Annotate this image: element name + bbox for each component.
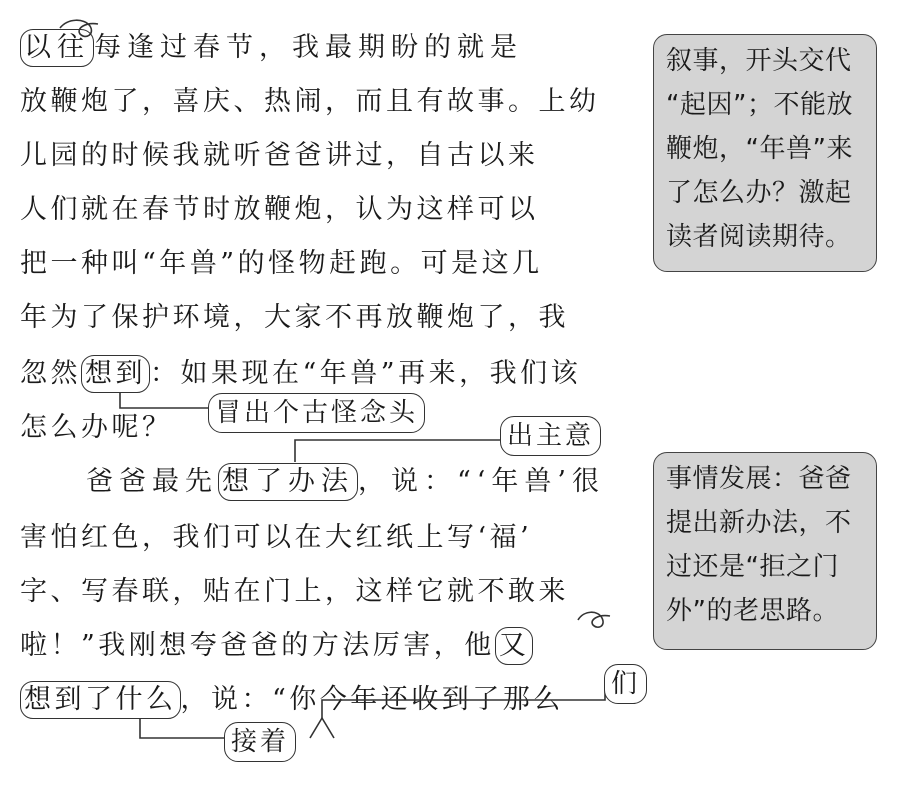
- delete-loop-mark-2: [578, 612, 610, 627]
- passage-text: 年为了保护环境，大家不再放鞭炮了，我: [20, 302, 569, 333]
- note-line: 过还是“拒之门: [666, 552, 839, 582]
- passage-text: 啦！”我刚想夸爸爸的方法厉害，他: [20, 630, 495, 661]
- circled-word: 以往: [20, 29, 94, 67]
- passage-text: 儿园的时候我就听爸爸讲过，自古以来: [20, 140, 539, 171]
- passage-text: ：如果现在“年兽”再来，我们该: [150, 358, 582, 389]
- passage-text: 放鞭炮了，喜庆、热闹，而且有故事。上幼: [20, 86, 600, 117]
- note-line: “起因”；不能放: [666, 90, 853, 120]
- leader-line-2: [295, 440, 502, 462]
- leader-line-1: [120, 392, 212, 408]
- circled-word: 想到了什么: [20, 681, 181, 719]
- note-line: 提出新办法，不: [666, 508, 852, 538]
- correction-men: 们: [604, 664, 647, 704]
- margin-note-development: [653, 452, 877, 650]
- margin-note-opening: [653, 34, 877, 272]
- note-line: 外”的老思路。: [666, 596, 839, 626]
- passage-text: 把一种叫“年兽”的怪物赶跑。可是这几: [20, 248, 543, 279]
- passage-text: 害怕红色，我们可以在大红纸上写‘福’: [20, 522, 533, 553]
- correction-jiezhe: 接着: [224, 722, 296, 762]
- circled-word: 想了办法: [218, 463, 358, 501]
- note-line: 叙事，开头交代: [666, 46, 852, 76]
- insert-caret-line: [322, 688, 605, 718]
- note-line: 读者阅读期待。: [666, 222, 852, 252]
- leader-line-3: [140, 718, 226, 738]
- passage-text: 每逢过春节，我最期盼的就是: [94, 32, 523, 63]
- passage-text: 爸爸最先: [20, 466, 218, 497]
- note-line: 事情发展：爸爸: [666, 464, 852, 494]
- circled-word: 又: [495, 627, 534, 665]
- passage-text: 人们就在春节时放鞭炮，认为这样可以: [20, 194, 539, 225]
- passage-text: 怎么办呢？: [20, 412, 173, 443]
- correction-chu-zhuyi: 出主意: [500, 416, 601, 456]
- passage-text: ，说：“你今年还收到了那么: [180, 684, 564, 715]
- passage-text: 字、写春联，贴在门上，这样它就不敢来: [20, 576, 569, 607]
- passage-text: ，说：“‘年兽’很: [358, 466, 605, 497]
- note-line: 鞭炮，“年兽”来: [666, 134, 853, 164]
- correction-mopped-idea: 冒出个古怪念头: [208, 393, 425, 433]
- circled-word: 想到: [81, 355, 150, 393]
- delete-loop-mark: [60, 20, 98, 36]
- insert-caret-mark: [310, 718, 334, 738]
- note-line: 了怎么办？激起: [666, 178, 852, 208]
- passage-text: 忽然: [20, 358, 81, 389]
